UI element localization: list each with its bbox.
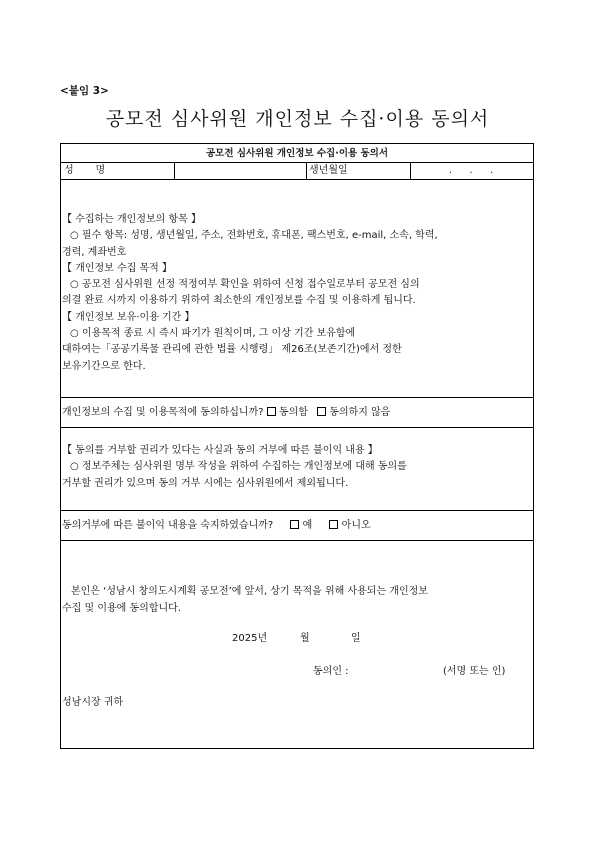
period-text-end: 보유기간으로 한다. [62,360,146,372]
purpose-text-cont: 의결 완료 시까지 이용하기 위하여 최소한의 개인정보를 수집 및 이용하게 됩니다. [62,295,416,307]
items-heading: 【 수집하는 개인정보의 항목 】 [62,214,201,225]
date-day: 일 [351,633,361,644]
agree-label: 동의함 [278,407,308,418]
no-label: 아니오 [341,520,371,531]
signer-label: 동의인 : [313,666,349,677]
items-text: ○ 필수 항목: 성명, 생년월일, 주소, 전화번호, 휴대폰, 팩스번호, e-mail, 소속, 학력, [70,230,438,242]
birth-field[interactable]: . . . [448,165,496,176]
document-title: 공모전 심사위원 개인정보 수집·이용 동의서 [105,108,490,130]
date-year: 2025년 [232,633,268,644]
purpose-text: ○ 공모전 심사위원 선정 적정여부 확인을 위하여 신청 접수일로부터 공모전 심의 [70,279,420,291]
consent-form [60,143,534,749]
name-field[interactable] [175,163,307,179]
consent-statement [61,584,531,617]
consent-text-cont: 수집 및 이용에 동의합니다. [62,602,181,614]
consent-question-row [61,398,533,428]
date-month: 월 [300,633,310,644]
birth-label: 생년월일 [307,163,411,179]
no-checkbox[interactable] [329,520,338,529]
name-label: 성 명 [61,163,175,179]
consent-text: 본인은 ‘성남시 창의도시계획 공모전’에 앞서, 상기 목적을 위해 사용되는 개인정보 [71,586,428,597]
name-birth-row [61,163,533,180]
consent-signature-section [61,541,533,750]
purpose-heading: 【 개인정보 수집 목적 】 [62,262,172,274]
refusal-text: ○ 정보주체는 심사위원 명부 작성을 위하여 수집하는 개인정보에 대해 동의를 [70,461,407,473]
period-text-cont: 대하여는「공공기록물 관리에 관한 법률 시행령」 제26조(보존기간)에서 정한 [62,344,402,356]
disagree-label: 동의하지 않음 [329,407,391,418]
items-text-cont: 경력, 계좌번호 [62,246,127,258]
period-text: ○ 이용목적 종료 시 즉시 파기가 원칙이며, 그 이상 기간 보유함에 [70,328,356,340]
acknowledge-question: 동의거부에 따른 불이익 내용을 숙지하였습니까? [62,520,274,531]
signature-note: (서명 또는 인) [443,666,506,677]
refusal-rights-section [61,428,533,511]
addressee: 성남시장 귀하 [62,697,124,708]
agree-checkbox[interactable] [267,407,276,416]
acknowledge-question-row [61,511,533,541]
consent-question: 개인정보의 수집 및 이용목적에 동의하십니까? [62,407,264,418]
disagree-checkbox[interactable] [317,407,326,416]
period-heading: 【 개인정보 보유·이용 기간 】 [62,311,195,323]
form-header: 공모전 심사위원 개인정보 수집·이용 동의서 [61,144,533,163]
yes-label: 예 [302,520,313,531]
refusal-text-cont: 거부할 권리가 있으며 동의 거부 시에는 심사위원에서 제외됩니다. [62,477,349,489]
collection-info-section [61,180,533,398]
yes-checkbox[interactable] [290,520,299,529]
annex-label: <붙임 3> [60,85,109,97]
refusal-heading: 【 동의를 거부할 권리가 있다는 사실과 동의 거부에 따른 불이익 내용 】 [62,445,378,456]
